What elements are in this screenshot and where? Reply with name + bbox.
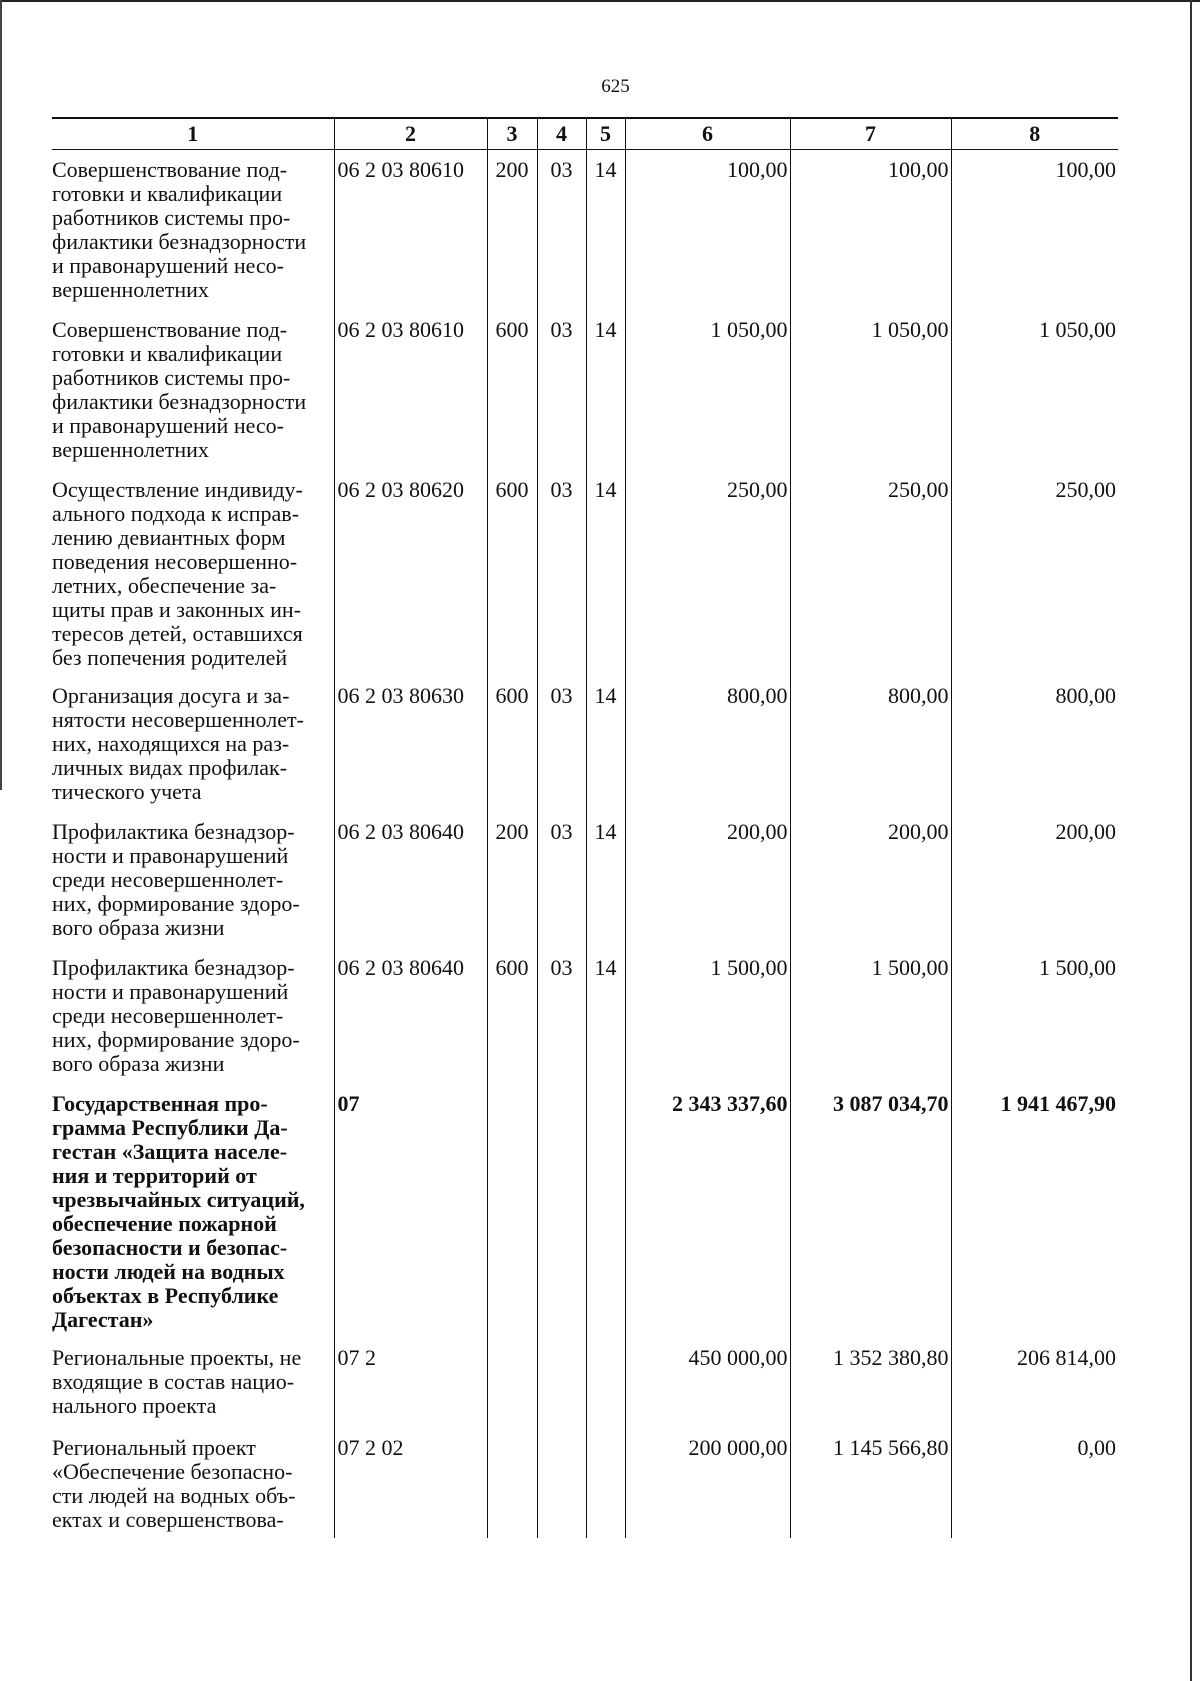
row-description — [52, 1338, 334, 1428]
row-code-text: 06 2 03 80630 — [337, 682, 464, 708]
row-amount-7 — [790, 1084, 951, 1338]
row-col4 — [537, 310, 586, 470]
row-col3-text: 200 — [495, 157, 529, 182]
table-row — [52, 812, 1118, 948]
row-col4-text: 03 — [550, 682, 573, 708]
row-description-text: Осуществление индивиду- ального подхода к исправ- лению девиантных форм поведения несовершенно- летних, обеспечение за- щиты прав и законных ин- тересов детей, оставшихся без попечения родителей — [52, 476, 303, 670]
row-amount-8 — [951, 1084, 1118, 1338]
row-amount-8-text: 100,00 — [1055, 157, 1116, 182]
row-col4 — [537, 676, 586, 812]
row-code — [334, 676, 487, 812]
row-amount-8 — [951, 470, 1118, 676]
row-amount-6-text: 200 000,00 — [688, 1434, 788, 1460]
row-code-text: 07 2 02 — [337, 1434, 404, 1460]
row-amount-7-text: 1 145 566,80 — [833, 1434, 949, 1460]
row-col3-text: 200 — [495, 818, 529, 844]
row-amount-8-text: 1 050,00 — [1039, 316, 1116, 342]
row-code — [334, 1338, 487, 1428]
row-col4 — [537, 150, 586, 310]
row-col5 — [586, 310, 625, 470]
row-description — [52, 676, 334, 812]
row-amount-7 — [790, 812, 951, 948]
row-amount-6 — [625, 948, 790, 1084]
row-col5 — [586, 150, 625, 310]
table-row — [52, 1084, 1118, 1338]
row-amount-6 — [625, 1428, 790, 1538]
column-header: 2 — [334, 118, 487, 150]
row-col3 — [487, 310, 537, 470]
row-col3 — [487, 1338, 537, 1428]
row-amount-6 — [625, 676, 790, 812]
page-edge-top — [0, 0, 1200, 2]
row-code-text: 07 — [337, 1090, 360, 1116]
row-amount-7 — [790, 1338, 951, 1428]
row-amount-7-text: 3 087 034,70 — [833, 1090, 949, 1116]
row-amount-7-text: 200,00 — [888, 818, 949, 844]
row-amount-6 — [625, 310, 790, 470]
row-amount-6-text: 1 050,00 — [710, 316, 788, 342]
row-amount-7-text: 250,00 — [888, 476, 949, 502]
row-code — [334, 150, 487, 310]
row-description-text: Совершенствование под- готовки и квалификации работников системы про- филактики безнадзорности и правонарушений несо- вершеннолетних — [52, 316, 307, 462]
row-code-text: 06 2 03 80610 — [337, 316, 464, 342]
row-amount-8-text: 250,00 — [1055, 476, 1116, 502]
row-amount-8-text: 1 941 467,90 — [1000, 1090, 1116, 1116]
row-amount-8 — [951, 948, 1118, 1084]
row-code-text: 06 2 03 80620 — [337, 476, 464, 502]
row-col5-text: 14 — [594, 316, 617, 342]
row-code — [334, 310, 487, 470]
row-description — [52, 948, 334, 1084]
row-description — [52, 1428, 334, 1538]
row-code — [334, 470, 487, 676]
row-amount-6-text: 100,00 — [727, 157, 788, 182]
row-amount-8-text: 0,00 — [1077, 1434, 1116, 1460]
row-amount-6 — [625, 1338, 790, 1428]
row-amount-6 — [625, 150, 790, 310]
page-edge-left — [0, 0, 2, 790]
row-description-text: Региональный проект «Обеспечение безопасно- сти людей на водных объ- ектах и совершенствова- — [52, 1434, 296, 1532]
row-col5 — [586, 1084, 625, 1338]
row-description-text: Совершенствование под- готовки и квалификации работников системы про- филактики безнадзорности и правонарушений несо- вершеннолетних — [52, 157, 307, 302]
row-col5 — [586, 1428, 625, 1538]
row-code-text: 06 2 03 80640 — [337, 818, 464, 844]
table-row — [52, 470, 1118, 676]
table-row — [52, 1428, 1118, 1538]
row-col4-text: 03 — [550, 157, 573, 182]
table-row — [52, 310, 1118, 470]
row-col5 — [586, 812, 625, 948]
row-col4 — [537, 1338, 586, 1428]
row-col5-text: 14 — [594, 157, 617, 182]
row-col3 — [487, 812, 537, 948]
row-amount-7-text: 1 500,00 — [871, 954, 949, 980]
table-row — [52, 150, 1118, 310]
row-code — [334, 948, 487, 1084]
row-col3-text: 600 — [495, 682, 529, 708]
row-amount-8 — [951, 1428, 1118, 1538]
row-amount-7 — [790, 310, 951, 470]
row-col4 — [537, 1084, 586, 1338]
row-col4 — [537, 948, 586, 1084]
row-description — [52, 1084, 334, 1338]
row-col3 — [487, 676, 537, 812]
column-header: 3 — [487, 118, 537, 150]
row-col4 — [537, 470, 586, 676]
table-row — [52, 676, 1118, 812]
row-amount-7 — [790, 1428, 951, 1538]
row-code-text: 06 2 03 80640 — [337, 954, 464, 980]
row-amount-6-text: 450 000,00 — [688, 1344, 788, 1370]
table-body — [52, 150, 1118, 1538]
row-amount-7-text: 1 050,00 — [871, 316, 949, 342]
row-col5-text: 14 — [594, 682, 617, 708]
row-description-text: Профилактика безнадзор- ности и правонарушений среди несовершеннолет- них, формирование здоро- вого образа жизни — [52, 818, 300, 940]
row-amount-7 — [790, 150, 951, 310]
table-row — [52, 1338, 1118, 1428]
row-col4-text: 03 — [550, 476, 573, 502]
row-code — [334, 1084, 487, 1338]
row-description-text: Профилактика безнадзор- ности и правонарушений среди несовершеннолет- них, формирование здоро- вого образа жизни — [52, 954, 300, 1076]
row-col5-text: 14 — [594, 954, 617, 980]
row-col3 — [487, 150, 537, 310]
row-amount-6 — [625, 470, 790, 676]
row-col4 — [537, 1428, 586, 1538]
row-col5 — [586, 470, 625, 676]
row-description — [52, 310, 334, 470]
row-col5-text: 14 — [594, 818, 617, 844]
row-amount-8-text: 800,00 — [1055, 682, 1116, 708]
row-amount-6-text: 200,00 — [727, 818, 788, 844]
row-amount-8-text: 206 814,00 — [1017, 1344, 1116, 1370]
column-header: 1 — [52, 118, 334, 150]
row-col3 — [487, 470, 537, 676]
row-amount-6-text: 1 500,00 — [710, 954, 788, 980]
row-amount-7 — [790, 470, 951, 676]
row-description-text: Организация досуга и за- нятости несовершеннолет- них, находящихся на раз- личных видах профилак- тического учета — [52, 682, 304, 804]
row-amount-8-text: 1 500,00 — [1039, 954, 1116, 980]
row-col4-text: 03 — [550, 954, 573, 980]
row-description-text: Региональные проекты, не входящие в состав нацио- нального проекта — [52, 1344, 302, 1418]
row-col5 — [586, 1338, 625, 1428]
row-amount-6-text: 2 343 337,60 — [672, 1090, 788, 1116]
row-col3 — [487, 1084, 537, 1338]
row-amount-7-text: 800,00 — [888, 682, 949, 708]
page-edge-right — [1190, 0, 1192, 1681]
row-description — [52, 470, 334, 676]
row-amount-6 — [625, 812, 790, 948]
row-code — [334, 1428, 487, 1538]
row-amount-8 — [951, 676, 1118, 812]
row-amount-6 — [625, 1084, 790, 1338]
row-col3-text: 600 — [495, 316, 529, 342]
row-amount-7-text: 1 352 380,80 — [833, 1344, 949, 1370]
row-code — [334, 812, 487, 948]
header-row — [52, 118, 1118, 150]
row-col4-text: 03 — [550, 818, 573, 844]
row-amount-7 — [790, 676, 951, 812]
row-col4-text: 03 — [550, 316, 573, 342]
row-col4 — [537, 812, 586, 948]
column-header: 4 — [537, 118, 586, 150]
row-amount-7 — [790, 948, 951, 1084]
page-number: 625 — [601, 76, 630, 97]
row-description — [52, 150, 334, 310]
row-col3-text: 600 — [495, 476, 529, 502]
row-amount-7-text: 100,00 — [888, 157, 949, 182]
table-row — [52, 948, 1118, 1084]
column-header: 5 — [586, 118, 625, 150]
row-col3 — [487, 948, 537, 1084]
row-col5-text: 14 — [594, 476, 617, 502]
row-col5 — [586, 676, 625, 812]
column-header: 7 — [790, 118, 951, 150]
row-amount-8 — [951, 310, 1118, 470]
budget-table — [52, 117, 1118, 1538]
column-header: 8 — [951, 118, 1118, 150]
row-amount-6-text: 250,00 — [727, 476, 788, 502]
row-description — [52, 812, 334, 948]
row-amount-8 — [951, 1338, 1118, 1428]
row-amount-6-text: 800,00 — [727, 682, 788, 708]
row-amount-8-text: 200,00 — [1055, 818, 1116, 844]
row-code-text: 07 2 — [337, 1344, 376, 1370]
row-col5 — [586, 948, 625, 1084]
row-col3-text: 600 — [495, 954, 529, 980]
row-amount-8 — [951, 150, 1118, 310]
row-col3 — [487, 1428, 537, 1538]
row-amount-8 — [951, 812, 1118, 948]
column-header: 6 — [625, 118, 790, 150]
row-code-text: 06 2 03 80610 — [337, 157, 464, 182]
row-description-text: Государственная про- грамма Республики Да- гестан «Защита населе- ния и территорий от чрезвычайных ситуаций, обеспечение пожарной безопасности и безопас- ности людей на водных объектах в Республике Дагестан» — [52, 1090, 305, 1332]
